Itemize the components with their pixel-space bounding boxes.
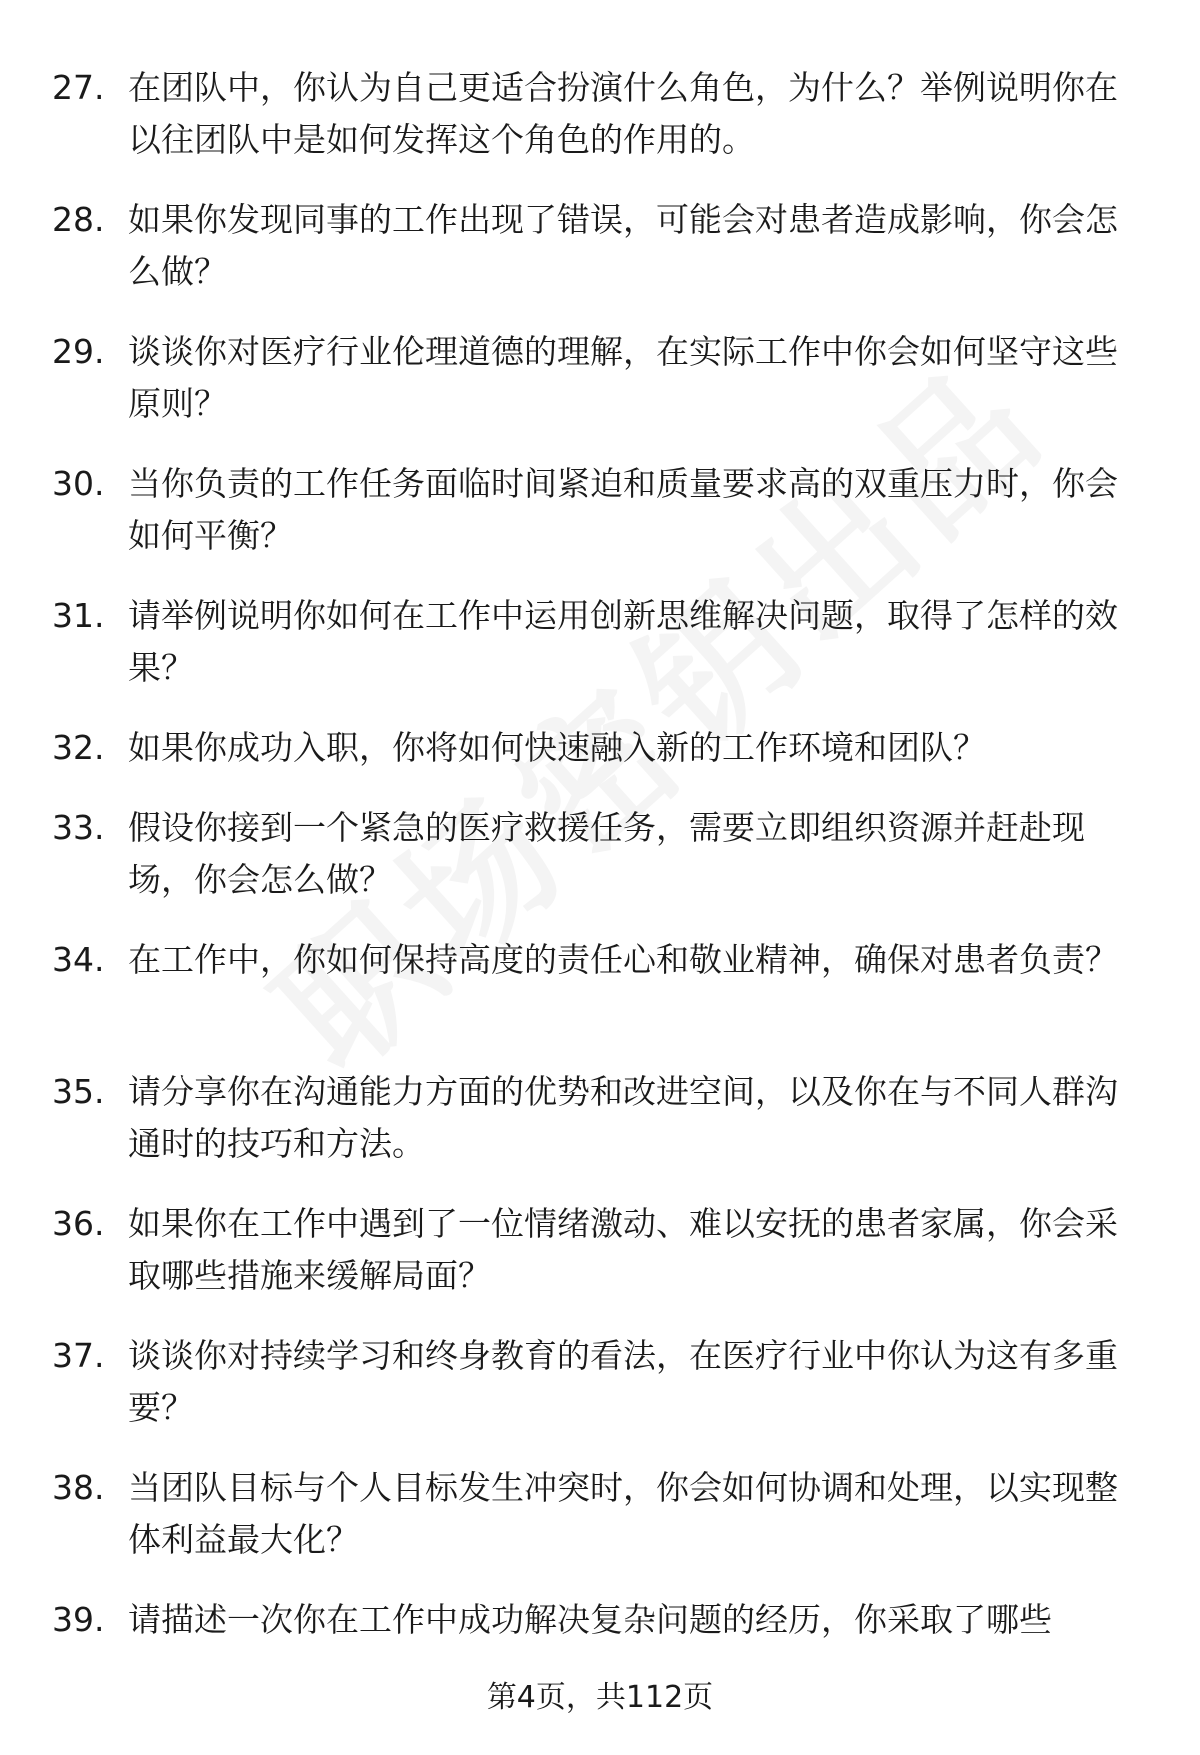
question-number: 30. — [52, 464, 105, 503]
question-number: 38. — [52, 1468, 105, 1507]
list-item — [0, 1330, 1200, 1462]
question-number: 32. — [52, 728, 105, 767]
question-number: 35. — [52, 1072, 105, 1111]
list-item — [0, 1462, 1200, 1594]
list-item — [0, 326, 1200, 458]
page-footer: 第4页，共112页 — [486, 1680, 714, 1715]
list-item — [0, 1066, 1200, 1198]
question-text: 假设你接到一个紧急的医疗救援任务，需要立即组织资源并赶赴现场，你会怎么做？ — [128, 808, 1085, 899]
list-item — [0, 458, 1200, 590]
question-number: 39. — [52, 1600, 105, 1639]
list-item — [0, 1594, 1200, 1654]
question-text: 在工作中，你如何保持高度的责任心和敬业精神，确保对患者负责？ — [128, 940, 1118, 979]
list-item — [0, 590, 1200, 722]
list-item — [0, 934, 1200, 1066]
question-number: 36. — [52, 1204, 105, 1243]
list-item — [0, 1198, 1200, 1330]
question-number: 29. — [52, 332, 105, 371]
question-number: 37. — [52, 1336, 105, 1375]
question-list — [0, 62, 1200, 1654]
question-number: 33. — [52, 808, 105, 847]
question-text: 当团队目标与个人目标发生冲突时，你会如何协调和处理，以实现整体利益最大化？ — [128, 1468, 1118, 1559]
question-number: 31. — [52, 596, 105, 635]
question-text: 如果你发现同事的工作出现了错误，可能会对患者造成影响，你会怎么做？ — [128, 200, 1118, 291]
question-text: 谈谈你对医疗行业伦理道德的理解，在实际工作中你会如何坚守这些原则？ — [128, 332, 1118, 423]
list-item — [0, 62, 1200, 194]
list-item — [0, 722, 1200, 802]
question-text: 请分享你在沟通能力方面的优势和改进空间，以及你在与不同人群沟通时的技巧和方法。 — [128, 1072, 1118, 1163]
question-text: 当你负责的工作任务面临时间紧迫和质量要求高的双重压力时，你会如何平衡？ — [128, 464, 1118, 555]
list-item — [0, 802, 1200, 934]
question-text: 如果你在工作中遇到了一位情绪激动、难以安抚的患者家属，你会采取哪些措施来缓解局面？ — [128, 1204, 1118, 1295]
question-text: 谈谈你对持续学习和终身教育的看法，在医疗行业中你认为这有多重要？ — [128, 1336, 1118, 1427]
list-item — [0, 194, 1200, 326]
question-text: 如果你成功入职，你将如何快速融入新的工作环境和团队？ — [128, 728, 986, 767]
question-number: 28. — [52, 200, 105, 239]
question-number: 34. — [52, 940, 105, 979]
question-text: 在团队中，你认为自己更适合扮演什么角色，为什么？举例说明你在以往团队中是如何发挥这个角色的作用的。 — [128, 68, 1118, 159]
question-text: 请描述一次你在工作中成功解决复杂问题的经历，你采取了哪些 — [128, 1600, 1052, 1639]
question-text: 请举例说明你如何在工作中运用创新思维解决问题，取得了怎样的效果？ — [128, 596, 1118, 687]
question-number: 27. — [52, 68, 105, 107]
